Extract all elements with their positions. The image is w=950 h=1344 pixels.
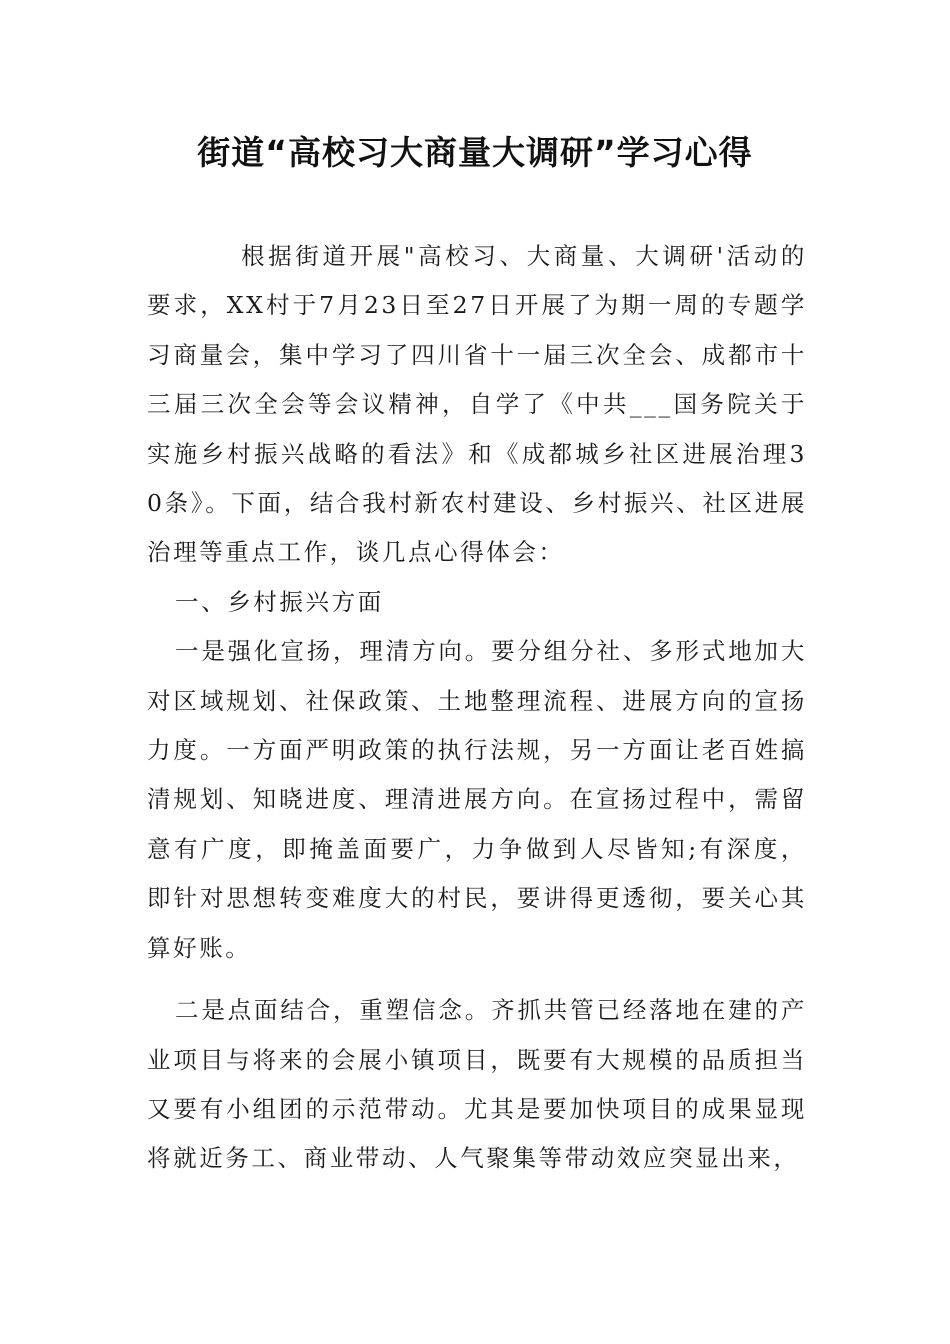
intro-paragraph: 根据街道开展"高校习、大商量、大调研'活动的要求，XX村于7月23日至27日开展了为期一周的专题学习商量会，集中学习了四川省十一届三次全会、成都市十三届三次全会等会议精神，自学了《中共___国务院关于实施乡村振兴战略的看法》和《成都城乡社区进展治理30条》。下面，结合我村新农村建设、乡村振兴、社区进展治理等重点工作，谈几点心得体会： bbox=[147, 242, 807, 567]
body-paragraph: 一是强化宣扬，理清方向。要分组分社、多形式地加大对区域规划、社保政策、土地整理流程、进展方向的宣扬力度。一方面严明政策的执行法规，另一方面让老百姓搞清规划、知晓进度、理清进展方向。在宣扬过程中，需留意有广度，即掩盖面要广，力争做到人尽皆知;有深度，即针对思想转变难度大的村民，要讲得更透彻，要关心其算好账。 bbox=[147, 637, 807, 962]
document-body bbox=[147, 232, 807, 1184]
section-heading: 一、乡村振兴方面 bbox=[175, 587, 384, 616]
body-paragraph: 二是点面结合，重塑信念。齐抓共管已经落地在建的产业项目与将来的会展小镇项目，既要有大规模的品质担当又要有小组团的示范带动。尤其是要加快项目的成果显现将就近务工、商业带动、人气聚集等带动效应突显出来， bbox=[147, 996, 807, 1173]
document-title: 街道“高校习大商量大调研”学习心得 bbox=[197, 133, 753, 172]
